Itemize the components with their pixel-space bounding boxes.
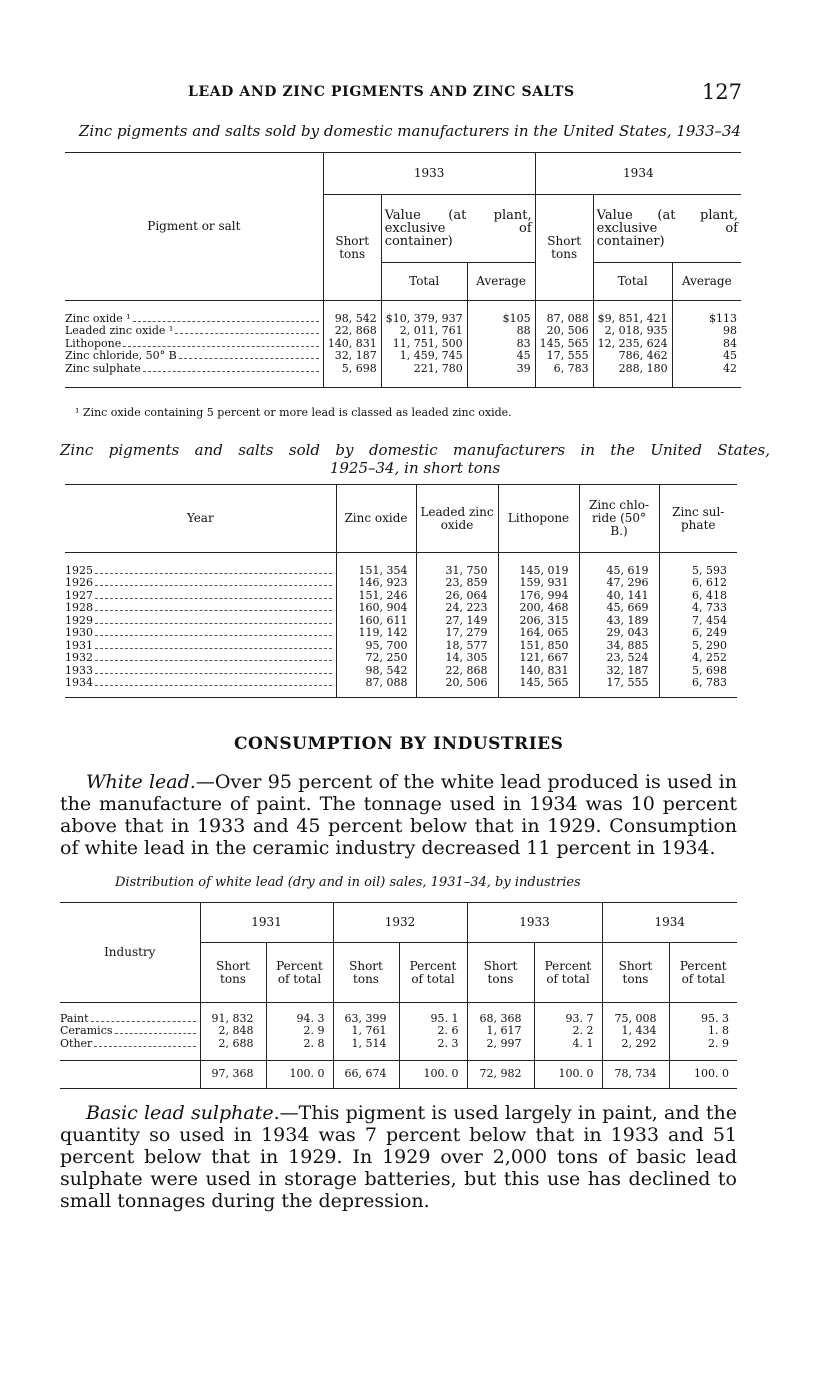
table1-cell-v34: 786, 462 bbox=[593, 350, 672, 363]
table3-cell: 1, 617 bbox=[467, 1025, 534, 1038]
table2-cell: 160, 904 bbox=[336, 602, 416, 615]
table1-cell-a34: 45 bbox=[672, 350, 741, 363]
table2-cell: 119, 142 bbox=[336, 627, 416, 640]
table2-header-0: Year bbox=[186, 511, 214, 525]
table3-total-cell: 100. 0 bbox=[266, 1060, 333, 1088]
table1-cell-a33: 45 bbox=[467, 350, 535, 363]
table1-cell-a33: 88 bbox=[467, 325, 535, 338]
table3-short-tons: Short tons bbox=[333, 943, 399, 1003]
table2-cell: 34, 885 bbox=[579, 640, 659, 653]
row-label-wrap bbox=[65, 640, 332, 653]
row-label: 1934 bbox=[65, 676, 93, 689]
table1-cell-v33: 2, 011, 761 bbox=[381, 325, 467, 338]
table2-cell: 18, 577 bbox=[416, 640, 498, 653]
row-label-cell bbox=[60, 1025, 200, 1038]
row-label: Lithopone bbox=[65, 336, 122, 350]
leader-dots bbox=[133, 313, 319, 322]
table2-cell: 5, 290 bbox=[659, 640, 737, 653]
leader-dots bbox=[143, 363, 319, 372]
leader-dots bbox=[95, 565, 332, 574]
table3-percent: Percent of total bbox=[399, 943, 467, 1003]
leader-dots bbox=[95, 615, 332, 624]
row-label-cell bbox=[65, 350, 323, 363]
table2-cell: 20, 506 bbox=[416, 677, 498, 690]
table2-cell: 45, 619 bbox=[579, 565, 659, 578]
table1-cell-a34: $113 bbox=[672, 313, 741, 326]
table2 bbox=[65, 484, 737, 698]
table2-cell: 72, 250 bbox=[336, 652, 416, 665]
leader-dots bbox=[123, 338, 319, 347]
table1-cell-t34: 17, 555 bbox=[535, 350, 593, 363]
table2-cell: 5, 593 bbox=[659, 565, 737, 578]
table1-value-head-34: Value (at plant, exclusive of container) bbox=[593, 195, 741, 263]
table1-cell-v34: $9, 851, 421 bbox=[593, 313, 672, 326]
leader-dots bbox=[95, 577, 332, 586]
row-label-cell bbox=[65, 665, 336, 678]
row-label: Zinc oxide ¹ bbox=[65, 311, 131, 325]
table2-cell: 87, 088 bbox=[336, 677, 416, 690]
table1-row bbox=[65, 350, 741, 363]
row-label-cell bbox=[65, 640, 336, 653]
row-label-wrap bbox=[65, 590, 332, 603]
row-label-cell bbox=[65, 565, 336, 578]
table3-percent: Percent of total bbox=[669, 943, 737, 1003]
table3-total-cell: 97, 368 bbox=[200, 1060, 266, 1088]
table2-cell: 24, 223 bbox=[416, 602, 498, 615]
row-label-wrap bbox=[65, 565, 332, 578]
table2-cell: 23, 524 bbox=[579, 652, 659, 665]
table2-row bbox=[65, 652, 737, 665]
table3-total-cell: 100. 0 bbox=[669, 1060, 737, 1088]
table1-short-tons-33: Short tons bbox=[323, 195, 381, 301]
row-label-cell bbox=[65, 652, 336, 665]
row-label: Other bbox=[60, 1036, 93, 1050]
leader-dots bbox=[94, 1038, 195, 1047]
running-head-title: LEAD AND ZINC PIGMENTS AND ZINC SALTS bbox=[188, 84, 575, 100]
table1-caption: Zinc pigments and salts sold by domestic manufacturers in the United States, 1933–34 bbox=[78, 122, 742, 140]
white-lead-lead-in: White lead. bbox=[86, 771, 196, 793]
paragraph-basic-lead-sulphate bbox=[60, 1102, 737, 1212]
table1-short-tons-34: Short tons bbox=[535, 195, 593, 301]
table2-cell: 160, 611 bbox=[336, 615, 416, 628]
table2-cell: 32, 187 bbox=[579, 665, 659, 678]
table2-cell: 45, 669 bbox=[579, 602, 659, 615]
row-label-cell bbox=[65, 602, 336, 615]
table1-cell-t33: 32, 187 bbox=[323, 350, 381, 363]
leader-dots bbox=[91, 1013, 196, 1022]
row-label-cell bbox=[65, 615, 336, 628]
table3-year-1: 1932 bbox=[333, 903, 467, 943]
basic-lead-sulphate-lead-in: Basic lead sulphate. bbox=[86, 1102, 280, 1124]
row-label: Leaded zinc oxide ¹ bbox=[65, 324, 174, 337]
table2-cell: 164, 065 bbox=[498, 627, 579, 640]
row-label-cell bbox=[65, 325, 323, 338]
table3-total-cell: 66, 674 bbox=[333, 1060, 399, 1088]
table2-cell: 146, 923 bbox=[336, 577, 416, 590]
table3-cell: 1. 8 bbox=[669, 1025, 737, 1038]
table3-year-3: 1934 bbox=[602, 903, 737, 943]
table3 bbox=[60, 902, 737, 1089]
table2-cell: 4, 252 bbox=[659, 652, 737, 665]
table1-row bbox=[65, 363, 741, 376]
running-head bbox=[60, 80, 750, 104]
table1-footnote: ¹ Zinc oxide containing 5 percent or more lead is classed as leaded zinc oxide. bbox=[75, 406, 512, 419]
table2-cell: 145, 565 bbox=[498, 677, 579, 690]
table2-caption bbox=[60, 441, 770, 477]
table2-cell: 151, 246 bbox=[336, 590, 416, 603]
leader-dots bbox=[115, 1025, 196, 1034]
section-heading: CONSUMPTION BY INDUSTRIES bbox=[234, 734, 564, 754]
table2-header-3: Lithopone bbox=[498, 485, 579, 553]
table2-cell: 151, 850 bbox=[498, 640, 579, 653]
table3-total-cell: 72, 982 bbox=[467, 1060, 534, 1088]
table1-cell-t34: 20, 506 bbox=[535, 325, 593, 338]
table1-cell-t33: 22, 868 bbox=[323, 325, 381, 338]
table1-cell-a33: 83 bbox=[467, 338, 535, 351]
table3-cell: 75, 008 bbox=[602, 1013, 669, 1026]
table1-cell-a33: 39 bbox=[467, 363, 535, 376]
table2-cell: 47, 296 bbox=[579, 577, 659, 590]
table1 bbox=[65, 152, 741, 388]
table2-cell: 40, 141 bbox=[579, 590, 659, 603]
row-label: 1933 bbox=[65, 663, 93, 677]
row-label-cell bbox=[65, 677, 336, 690]
table3-cell: 1, 761 bbox=[333, 1025, 399, 1038]
row-label: Zinc chloride, 50° B bbox=[65, 349, 177, 362]
row-label-wrap bbox=[60, 1038, 196, 1051]
leader-dots bbox=[95, 627, 332, 636]
table2-cell: 5, 698 bbox=[659, 665, 737, 678]
table3-cell: 93. 7 bbox=[534, 1013, 602, 1026]
table1-cell-t33: 140, 831 bbox=[323, 338, 381, 351]
row-label: Paint bbox=[60, 1011, 89, 1025]
table1-cell-a34: 98 bbox=[672, 325, 741, 338]
row-label-wrap bbox=[65, 677, 332, 690]
leader-dots bbox=[95, 602, 332, 611]
row-label-wrap bbox=[65, 577, 332, 590]
table1-year1: 1933 bbox=[323, 153, 535, 195]
row-label: 1930 bbox=[65, 626, 93, 639]
row-label: 1928 bbox=[65, 601, 93, 614]
table2-header-2: Leaded zinc oxide bbox=[416, 485, 498, 553]
table2-caption-line1: Zinc pigments and salts sold by domestic manufacturers in the United States, bbox=[60, 441, 770, 459]
white-lead-text: —Over 95 percent of the white lead produced is used in the manufacture of paint. The tonnage used in 1934 was 10 percent above that in 1933 and 45 percent below that in 1929. Consumption of white lead in the ceramic industry decreased 11 percent in 1934. bbox=[60, 771, 737, 859]
table1-average-34: Average bbox=[672, 263, 741, 301]
table3-cell: 1, 514 bbox=[333, 1038, 399, 1051]
table1-cell-t34: 145, 565 bbox=[535, 338, 593, 351]
table2-cell: 22, 868 bbox=[416, 665, 498, 678]
leader-dots bbox=[179, 350, 319, 359]
leader-dots bbox=[95, 652, 332, 661]
table3-cell: 63, 399 bbox=[333, 1013, 399, 1026]
table2-cell: 14, 305 bbox=[416, 652, 498, 665]
table2-row bbox=[65, 627, 737, 640]
table3-cell: 1, 434 bbox=[602, 1025, 669, 1038]
table1-cell-v33: 11, 751, 500 bbox=[381, 338, 467, 351]
table2-cell: 6, 783 bbox=[659, 677, 737, 690]
leader-dots bbox=[95, 590, 332, 599]
page-number: 127 bbox=[701, 80, 742, 104]
table2-cell: 6, 612 bbox=[659, 577, 737, 590]
table3-short-tons: Short tons bbox=[602, 943, 669, 1003]
basic-lead-sulphate-text: —This pigment is used largely in paint, and the quantity so used in 1934 was 7 percent below that in 1933 and 51 percent below that in 1929. In 1929 over 2,000 tons of basic lead sulphate were used in storage batteries, but this use has declined to small tonnages during the depression. bbox=[60, 1102, 737, 1212]
leader-dots bbox=[95, 665, 332, 674]
table2-cell: 95, 700 bbox=[336, 640, 416, 653]
table3-cell: 2. 9 bbox=[266, 1025, 333, 1038]
row-label: Zinc sulphate bbox=[65, 361, 141, 375]
table2-cell: 206, 315 bbox=[498, 615, 579, 628]
table2-cell: 26, 064 bbox=[416, 590, 498, 603]
table2-cell: 17, 279 bbox=[416, 627, 498, 640]
table2-header-1: Zinc oxide bbox=[336, 485, 416, 553]
row-label: 1927 bbox=[65, 588, 93, 602]
table3-cell: 2, 848 bbox=[200, 1025, 266, 1038]
table1-col-label: Pigment or salt bbox=[147, 219, 241, 233]
table1-cell-a33: $105 bbox=[467, 313, 535, 326]
row-label: 1925 bbox=[65, 563, 93, 577]
table1-total-34: Total bbox=[593, 263, 672, 301]
table3-cell: 2, 292 bbox=[602, 1038, 669, 1051]
leader-dots bbox=[95, 640, 332, 649]
row-label-cell bbox=[65, 590, 336, 603]
table1-cell-v33: $10, 379, 937 bbox=[381, 313, 467, 326]
table3-short-tons: Short tons bbox=[200, 943, 266, 1003]
table3-total-label bbox=[60, 1060, 200, 1088]
row-label-wrap bbox=[65, 615, 332, 628]
table2-cell: 200, 468 bbox=[498, 602, 579, 615]
table2-cell: 98, 542 bbox=[336, 665, 416, 678]
row-label-wrap bbox=[65, 325, 319, 338]
row-label: 1932 bbox=[65, 651, 93, 664]
table3-cell: 2, 688 bbox=[200, 1038, 266, 1051]
paragraph-white-lead-body bbox=[60, 771, 737, 859]
table3-cell: 2. 8 bbox=[266, 1038, 333, 1051]
table3-year-2: 1933 bbox=[467, 903, 602, 943]
table3-percent: Percent of total bbox=[534, 943, 602, 1003]
table3-cell: 94. 3 bbox=[266, 1013, 333, 1026]
table1-cell-v33: 221, 780 bbox=[381, 363, 467, 376]
table2-cell: 159, 931 bbox=[498, 577, 579, 590]
table2-cell: 6, 418 bbox=[659, 590, 737, 603]
row-label-wrap bbox=[65, 363, 319, 376]
table1-cell-v34: 2, 018, 935 bbox=[593, 325, 672, 338]
table2-cell: 27, 149 bbox=[416, 615, 498, 628]
table2-cell: 31, 750 bbox=[416, 565, 498, 578]
table3-cell: 2. 9 bbox=[669, 1038, 737, 1051]
row-label-cell bbox=[65, 363, 323, 376]
row-label-cell bbox=[60, 1038, 200, 1051]
table1-cell-v33: 1, 459, 745 bbox=[381, 350, 467, 363]
table1-cell-a34: 84 bbox=[672, 338, 741, 351]
table1-cell-v34: 288, 180 bbox=[593, 363, 672, 376]
table2-cell: 145, 019 bbox=[498, 565, 579, 578]
leader-dots bbox=[95, 677, 332, 686]
table3-cell: 95. 1 bbox=[399, 1013, 467, 1026]
table3-cell: 95. 3 bbox=[669, 1013, 737, 1026]
table2-cell: 176, 994 bbox=[498, 590, 579, 603]
table2-cell: 23, 859 bbox=[416, 577, 498, 590]
row-label: 1926 bbox=[65, 576, 93, 589]
table3-row bbox=[60, 1038, 737, 1051]
table3-percent: Percent of total bbox=[266, 943, 333, 1003]
table3-row bbox=[60, 1025, 737, 1038]
table3-year-0: 1931 bbox=[200, 903, 333, 943]
table3-total-cell: 100. 0 bbox=[534, 1060, 602, 1088]
table3-total-cell: 78, 734 bbox=[602, 1060, 669, 1088]
table3-cell: 4. 1 bbox=[534, 1038, 602, 1051]
table2-caption-line2: 1925–34, in short tons bbox=[329, 459, 501, 477]
table1-average-33: Average bbox=[467, 263, 535, 301]
table2-cell: 4, 733 bbox=[659, 602, 737, 615]
row-label-wrap bbox=[60, 1025, 196, 1038]
table2-cell: 17, 555 bbox=[579, 677, 659, 690]
table2-cell: 29, 043 bbox=[579, 627, 659, 640]
table2-cell: 6, 249 bbox=[659, 627, 737, 640]
row-label-wrap bbox=[65, 602, 332, 615]
table1-cell-t33: 5, 698 bbox=[323, 363, 381, 376]
row-label: Ceramics bbox=[60, 1024, 113, 1037]
table2-row bbox=[65, 602, 737, 615]
table2-cell: 121, 667 bbox=[498, 652, 579, 665]
table1-total-33: Total bbox=[381, 263, 467, 301]
row-label: 1931 bbox=[65, 638, 93, 652]
table3-cell: 91, 832 bbox=[200, 1013, 266, 1026]
table3-cell: 2. 2 bbox=[534, 1025, 602, 1038]
table1-year2: 1934 bbox=[535, 153, 741, 195]
row-label-wrap bbox=[65, 627, 332, 640]
row-label-wrap bbox=[65, 665, 332, 678]
row-label: 1929 bbox=[65, 613, 93, 627]
row-label-cell bbox=[65, 627, 336, 640]
table1-value-head-33: Value (at plant, exclusive of container) bbox=[381, 195, 535, 263]
table3-cell: 2. 6 bbox=[399, 1025, 467, 1038]
table3-cell: 2. 3 bbox=[399, 1038, 467, 1051]
table2-cell: 140, 831 bbox=[498, 665, 579, 678]
row-label-wrap bbox=[65, 652, 332, 665]
table3-cell: 68, 368 bbox=[467, 1013, 534, 1026]
table3-cell: 2, 997 bbox=[467, 1038, 534, 1051]
table2-cell: 43, 189 bbox=[579, 615, 659, 628]
row-label-cell bbox=[65, 577, 336, 590]
table1-cell-t34: 87, 088 bbox=[535, 313, 593, 326]
leader-dots bbox=[175, 325, 318, 334]
table2-header-5: Zinc sulphate bbox=[659, 485, 737, 553]
table1-cell-t34: 6, 783 bbox=[535, 363, 593, 376]
table2-header-4: Zinc chloride (50° B.) bbox=[579, 485, 659, 553]
table1-row bbox=[65, 325, 741, 338]
table1-cell-a34: 42 bbox=[672, 363, 741, 376]
table2-cell: 7, 454 bbox=[659, 615, 737, 628]
table3-caption: Distribution of white lead (dry and in oil) sales, 1931–34, by industries bbox=[115, 875, 581, 890]
table1-cell-v34: 12, 235, 624 bbox=[593, 338, 672, 351]
row-label-wrap bbox=[65, 350, 319, 363]
table1-cell-t33: 98, 542 bbox=[323, 313, 381, 326]
table2-cell: 151, 354 bbox=[336, 565, 416, 578]
table2-row bbox=[65, 577, 737, 590]
table3-short-tons: Short tons bbox=[467, 943, 534, 1003]
table3-col-label: Industry bbox=[60, 903, 200, 1003]
table2-row bbox=[65, 677, 737, 690]
table3-total-cell: 100. 0 bbox=[399, 1060, 467, 1088]
